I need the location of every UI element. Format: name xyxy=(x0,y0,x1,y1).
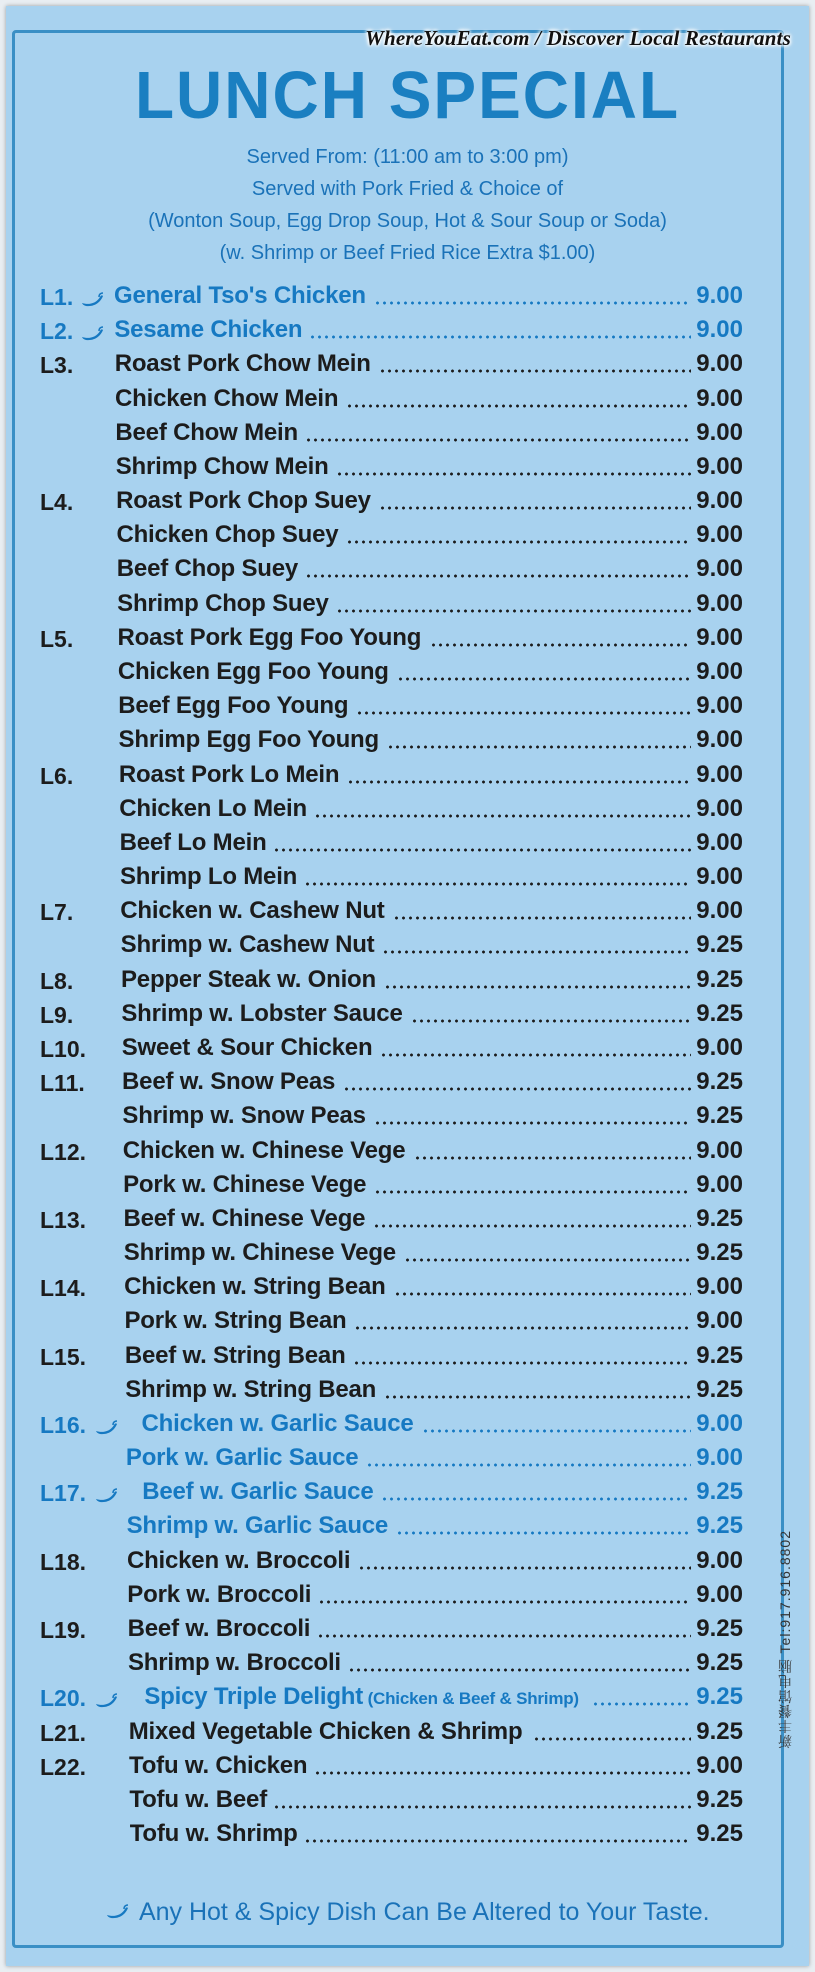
item-name-text: Tofu w. Shrimp xyxy=(129,1820,298,1848)
leader-dots xyxy=(393,915,691,921)
leader-dots xyxy=(346,539,691,545)
item-name-text: Shrimp Chop Suey xyxy=(117,589,329,617)
menu-item xyxy=(0,1718,815,1750)
item-name-text: Beef w. Snow Peas xyxy=(122,1068,336,1096)
menu-item xyxy=(0,419,815,451)
item-name-text: Beef w. Garlic Sauce xyxy=(142,1478,374,1506)
item-name xyxy=(122,1068,335,1096)
item-number: L2. xyxy=(40,318,74,345)
leader-dots xyxy=(343,1086,691,1092)
menu-item xyxy=(0,1034,815,1066)
leader-dots xyxy=(348,1667,691,1673)
item-name xyxy=(115,419,298,447)
menu-item xyxy=(0,1137,815,1169)
phone-number: 新丰餐馆电脑 Tel:917.916.8802 xyxy=(777,1530,793,1749)
item-number: L21. xyxy=(40,1719,87,1746)
item-price: 9.00 xyxy=(696,555,743,583)
item-name-text: Shrimp w. Garlic Sauce xyxy=(126,1512,389,1540)
menu-item xyxy=(0,1342,815,1374)
menu-item xyxy=(0,350,815,382)
item-price: 9.25 xyxy=(696,1512,743,1540)
item-price: 9.00 xyxy=(696,1751,743,1779)
menu-item xyxy=(0,316,815,348)
item-number: L5. xyxy=(40,625,74,652)
menu-item xyxy=(0,897,815,929)
item-name xyxy=(121,1000,402,1028)
menu-item xyxy=(0,931,815,963)
item-price: 9.00 xyxy=(696,1273,743,1301)
item-name xyxy=(125,1342,346,1370)
item-name xyxy=(115,350,371,378)
menu-item xyxy=(0,1273,815,1305)
item-number: L19. xyxy=(40,1617,87,1644)
item-number: L18. xyxy=(40,1548,87,1575)
item-name-text: Chicken Chow Mein xyxy=(115,384,339,412)
menu-item xyxy=(0,1581,815,1613)
menu-item xyxy=(0,1615,815,1647)
item-name xyxy=(129,1718,523,1746)
item-name-text: Shrimp w. String Bean xyxy=(125,1375,377,1403)
item-name-text: Roast Pork Chop Suey xyxy=(116,487,371,515)
leader-dots xyxy=(356,710,691,716)
item-name xyxy=(124,1273,385,1301)
menu-item xyxy=(0,1239,815,1271)
leader-dots xyxy=(396,1530,691,1536)
menu-item xyxy=(0,1478,815,1510)
menu-item xyxy=(0,1410,815,1442)
item-name-text: Chicken w. String Bean xyxy=(124,1273,386,1301)
menu-item xyxy=(0,1102,815,1134)
soup-choices: (Wonton Soup, Egg Drop Soup, Hot & Sour Soup or Soda) xyxy=(148,210,667,232)
item-price: 9.25 xyxy=(696,1204,743,1232)
leader-dots xyxy=(347,779,691,785)
item-name xyxy=(116,521,338,549)
leader-dots xyxy=(336,608,691,614)
item-name xyxy=(122,1034,373,1062)
leader-dots xyxy=(382,949,691,955)
item-name-text: Shrimp w. Chinese Vege xyxy=(123,1239,396,1267)
item-name xyxy=(114,316,302,344)
item-name xyxy=(129,1752,307,1780)
leader-dots xyxy=(304,881,691,887)
menu-item xyxy=(0,1547,815,1579)
item-number: L4. xyxy=(40,489,74,516)
menu-item xyxy=(0,590,815,622)
item-name-text: Shrimp w. Lobster Sauce xyxy=(121,999,403,1027)
item-name-text: Tofu w. Chicken xyxy=(129,1751,308,1779)
item-name xyxy=(118,624,422,652)
item-name xyxy=(127,1547,350,1575)
menu-item xyxy=(0,1649,815,1681)
spicy-note-text: Any Hot & Spicy Dish Can Be Altered to Your Taste. xyxy=(138,1898,710,1926)
item-price: 9.00 xyxy=(696,1033,743,1061)
item-name xyxy=(125,1376,376,1404)
item-name-text: Shrimp w. Snow Peas xyxy=(122,1102,366,1130)
item-name-text: Chicken w. Chinese Vege xyxy=(122,1136,406,1164)
item-name xyxy=(118,692,348,720)
item-name xyxy=(142,1410,414,1438)
item-name xyxy=(144,1683,579,1711)
item-price: 9.00 xyxy=(696,863,743,891)
leader-dots xyxy=(304,1838,691,1844)
item-name-text: General Tso's Chicken xyxy=(114,282,366,309)
served-hours: Served From: (11:00 am to 3:00 pm) xyxy=(246,146,569,168)
item-price: 9.25 xyxy=(696,1341,743,1369)
leader-dots xyxy=(384,984,691,990)
menu-item xyxy=(0,1683,815,1715)
item-price: 9.00 xyxy=(696,1170,743,1198)
item-number: L11. xyxy=(40,1070,85,1097)
item-name xyxy=(118,658,389,686)
item-number: L17. xyxy=(40,1480,87,1507)
item-name xyxy=(142,1478,373,1506)
item-name xyxy=(117,590,329,618)
item-number: L3. xyxy=(40,352,74,379)
item-name xyxy=(127,1512,388,1540)
item-name-text: Chicken Chop Suey xyxy=(116,521,339,549)
menu-item xyxy=(0,453,815,485)
item-number: L16. xyxy=(40,1411,87,1438)
item-name xyxy=(116,487,371,515)
item-number: L8. xyxy=(40,967,74,994)
spicy-note xyxy=(0,1898,815,1927)
item-price: 9.00 xyxy=(696,726,743,754)
item-number: L22. xyxy=(40,1753,87,1780)
item-price: 9.25 xyxy=(696,1102,743,1130)
item-name-text: Roast Pork Lo Mein xyxy=(118,760,340,788)
leader-dots xyxy=(394,1291,691,1297)
item-name xyxy=(119,795,307,823)
item-price: 9.00 xyxy=(696,897,743,925)
menu-item xyxy=(0,1444,815,1476)
menu-item xyxy=(0,863,815,895)
leader-dots xyxy=(346,403,691,409)
item-name xyxy=(121,931,375,959)
leader-dots xyxy=(373,1223,691,1229)
item-number: L1. xyxy=(40,284,74,310)
chili-pepper-icon xyxy=(105,1904,129,1919)
item-number: L12. xyxy=(40,1138,87,1165)
item-price: 9.00 xyxy=(696,657,743,685)
leader-dots xyxy=(353,1360,691,1366)
item-name-text: Pork w. String Bean xyxy=(124,1307,347,1335)
item-name xyxy=(130,1820,298,1848)
leader-dots xyxy=(430,642,691,648)
item-name xyxy=(128,1615,311,1643)
item-price: 9.00 xyxy=(696,384,743,412)
item-name-text: Beef Chow Mein xyxy=(115,418,298,446)
item-name xyxy=(114,282,366,310)
item-name xyxy=(120,897,384,925)
item-name xyxy=(125,1307,347,1335)
item-price: 9.25 xyxy=(696,1615,743,1643)
leader-dots xyxy=(387,744,691,750)
item-number: L14. xyxy=(40,1275,87,1302)
item-name xyxy=(116,453,329,481)
item-price: 9.00 xyxy=(696,623,743,651)
item-name xyxy=(126,1444,359,1472)
leader-dots xyxy=(305,573,691,579)
menu-item xyxy=(0,282,815,314)
leader-dots xyxy=(305,437,691,443)
item-name xyxy=(123,1171,366,1199)
item-name-text: Beef Chop Suey xyxy=(116,555,299,583)
item-name-text: Chicken w. Broccoli xyxy=(126,1546,351,1574)
item-name xyxy=(120,829,267,857)
item-price: 9.00 xyxy=(696,1409,743,1437)
item-name-text: Shrimp Egg Foo Young xyxy=(118,726,379,754)
item-name xyxy=(119,761,339,789)
item-name-text: Sweet & Sour Chicken xyxy=(121,1033,373,1061)
leader-dots xyxy=(374,1120,691,1126)
item-name-text: Chicken w. Cashew Nut xyxy=(120,897,385,925)
item-name-text: Chicken Lo Mein xyxy=(119,794,307,822)
item-price: 9.00 xyxy=(696,316,743,344)
menu-item xyxy=(0,1205,815,1237)
item-name xyxy=(128,1649,341,1677)
item-name-text: Pork w. Chinese Vege xyxy=(123,1170,367,1198)
leader-dots xyxy=(318,1599,691,1605)
item-name xyxy=(119,726,379,754)
menu-item xyxy=(0,385,815,417)
item-price: 9.25 xyxy=(696,1683,743,1711)
item-price: 9.25 xyxy=(696,1785,743,1813)
item-name xyxy=(123,1137,406,1165)
leader-dots xyxy=(414,1155,691,1161)
leader-dots xyxy=(380,1052,691,1058)
chili-pepper-icon xyxy=(80,326,104,341)
item-price: 9.00 xyxy=(696,794,743,822)
leader-dots xyxy=(374,300,691,306)
item-price: 9.25 xyxy=(696,1375,743,1403)
item-price: 9.25 xyxy=(696,1649,743,1677)
menu-item xyxy=(0,795,815,827)
leader-dots xyxy=(366,1462,691,1468)
item-price: 9.00 xyxy=(696,282,743,309)
leader-dots xyxy=(592,1701,691,1707)
menu-title: LUNCH SPECIAL xyxy=(134,57,681,133)
menu-item xyxy=(0,761,815,793)
item-name xyxy=(120,863,297,891)
item-name-text: Beef Egg Foo Young xyxy=(118,692,349,720)
item-name-text: Shrimp w. Cashew Nut xyxy=(120,931,375,959)
item-number: L7. xyxy=(40,899,74,926)
leader-dots xyxy=(404,1257,691,1263)
menu-item xyxy=(0,1307,815,1339)
item-price: 9.00 xyxy=(696,452,743,480)
item-price: 9.00 xyxy=(696,589,743,617)
leader-dots xyxy=(397,676,691,682)
menu-item xyxy=(0,555,815,587)
item-price: 9.00 xyxy=(696,487,743,515)
item-name xyxy=(115,385,338,413)
item-price: 9.00 xyxy=(696,521,743,549)
leader-dots xyxy=(314,1770,691,1776)
leader-dots xyxy=(381,1496,691,1502)
item-name-text: Roast Pork Egg Foo Young xyxy=(117,623,422,651)
item-name-text: Pork w. Broccoli xyxy=(127,1580,312,1608)
item-price: 9.25 xyxy=(696,1820,743,1848)
leader-dots xyxy=(422,1428,691,1434)
item-number: L15. xyxy=(40,1343,87,1370)
item-price: 9.00 xyxy=(696,1307,743,1335)
menu-item xyxy=(0,966,815,998)
leader-dots xyxy=(317,1633,691,1639)
item-name xyxy=(124,1239,396,1267)
menu-item xyxy=(0,521,815,553)
leader-dots xyxy=(384,1394,691,1400)
item-price: 9.25 xyxy=(696,931,743,959)
menu-item xyxy=(0,1068,815,1100)
menu-item xyxy=(0,726,815,758)
item-name-text: Spicy Triple Delight xyxy=(144,1683,364,1711)
item-name-text: Beef w. Broccoli xyxy=(127,1615,311,1643)
item-name xyxy=(122,1102,365,1130)
item-price: 9.00 xyxy=(696,1136,743,1164)
menu-item xyxy=(0,1752,815,1784)
item-name xyxy=(121,966,376,994)
item-name-text: Beef w. Chinese Vege xyxy=(123,1204,366,1232)
item-note: (Chicken & Beef & Shrimp) xyxy=(363,1689,579,1709)
item-price: 9.00 xyxy=(696,828,743,856)
leader-dots xyxy=(354,1325,691,1331)
served-with: Served with Pork Fried & Choice of xyxy=(251,178,564,200)
leader-dots xyxy=(533,1736,691,1742)
item-number: L10. xyxy=(40,1035,87,1062)
item-price: 9.25 xyxy=(696,999,743,1027)
item-price: 9.25 xyxy=(696,965,743,993)
item-number: L6. xyxy=(40,762,74,789)
menu-item xyxy=(0,1786,815,1818)
item-name-text: Chicken w. Garlic Sauce xyxy=(141,1409,414,1437)
menu-item xyxy=(0,1000,815,1032)
menu-item xyxy=(0,624,815,656)
item-name xyxy=(123,1205,365,1233)
item-price: 9.00 xyxy=(696,1580,743,1608)
item-name-text: Pepper Steak w. Onion xyxy=(121,965,376,993)
leader-dots xyxy=(411,1018,691,1024)
leader-dots xyxy=(379,505,691,511)
item-price: 9.00 xyxy=(696,692,743,720)
menu-item xyxy=(0,487,815,519)
watermark: WhereYouEat.com / Discover Local Restaurants xyxy=(365,26,791,50)
chili-pepper-icon xyxy=(80,292,104,307)
menu-item xyxy=(0,1820,815,1852)
menu-item xyxy=(0,1512,815,1544)
leader-dots xyxy=(273,1804,691,1810)
item-number: L20. xyxy=(40,1685,87,1712)
item-price: 9.25 xyxy=(696,1717,743,1745)
item-price: 9.00 xyxy=(696,1444,743,1472)
leader-dots xyxy=(374,1189,691,1195)
item-price: 9.00 xyxy=(696,418,743,446)
item-number: L9. xyxy=(40,1001,74,1028)
item-number: L13. xyxy=(40,1206,87,1233)
item-name-text: Tofu w. Beef xyxy=(129,1785,267,1813)
item-price: 9.25 xyxy=(696,1478,743,1506)
item-name-text: Shrimp Lo Mein xyxy=(119,863,298,891)
item-name-text: Shrimp w. Broccoli xyxy=(128,1649,341,1677)
item-name-text: Pork w. Garlic Sauce xyxy=(125,1444,359,1472)
menu-item xyxy=(0,692,815,724)
item-name xyxy=(117,555,298,583)
leader-dots xyxy=(309,334,691,340)
leader-dots xyxy=(273,847,691,853)
item-name-text: Beef Lo Mein xyxy=(119,828,267,856)
item-name xyxy=(129,1786,267,1814)
menu-item xyxy=(0,829,815,861)
fried-rice-extra: (w. Shrimp or Beef Fried Rice Extra $1.00) xyxy=(219,242,596,264)
item-price: 9.25 xyxy=(696,1068,743,1096)
leader-dots xyxy=(358,1565,691,1571)
menu-item xyxy=(0,1376,815,1408)
item-name-text: Mixed Vegetable Chicken & Shrimp xyxy=(128,1717,523,1745)
leader-dots xyxy=(336,471,691,477)
chili-pepper-icon xyxy=(94,1488,118,1503)
item-name-text: Chicken Egg Foo Young xyxy=(117,657,389,685)
menu-item xyxy=(0,658,815,690)
item-price: 9.00 xyxy=(696,760,743,788)
chili-pepper-icon xyxy=(94,1693,118,1708)
item-price: 9.25 xyxy=(696,1239,743,1267)
item-name-text: Roast Pork Chow Mein xyxy=(114,350,371,378)
item-price: 9.00 xyxy=(696,1546,743,1574)
menu-item xyxy=(0,1171,815,1203)
chili-pepper-icon xyxy=(94,1420,118,1435)
leader-dots xyxy=(379,368,691,374)
leader-dots xyxy=(314,813,691,819)
item-name-text: Beef w. String Bean xyxy=(124,1341,346,1369)
item-name xyxy=(127,1581,311,1609)
item-price: 9.00 xyxy=(696,350,743,378)
item-name-text: Sesame Chicken xyxy=(114,316,303,344)
item-name-text: Shrimp Chow Mein xyxy=(115,452,329,480)
